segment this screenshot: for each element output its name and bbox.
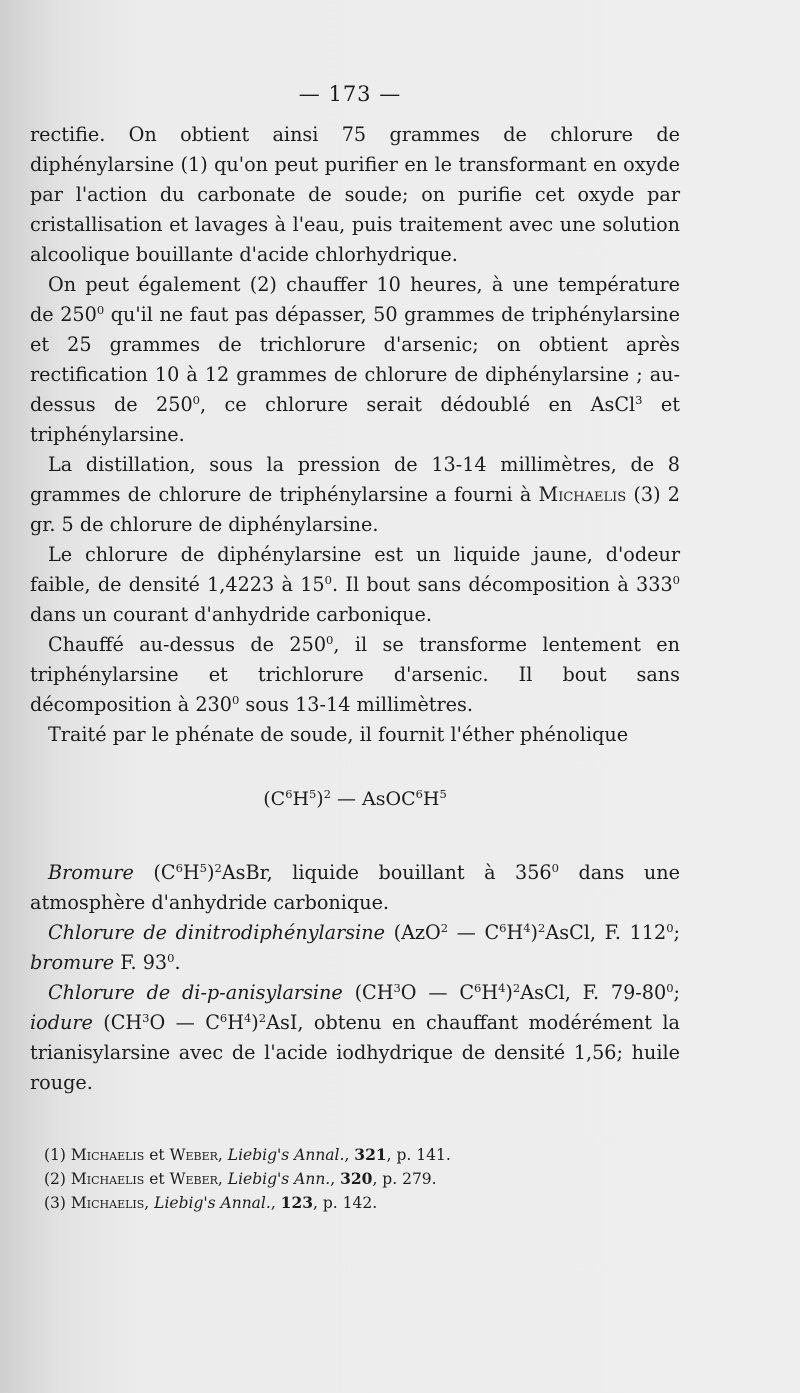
- footnote-1: (1) Michaelis et Weber, Liebig's Annal., 321, p. 141.: [44, 1145, 451, 1164]
- footnote-3: (3) Michaelis, Liebig's Annal., 123, p. 142.: [44, 1193, 378, 1212]
- paragraph-dinitro: Chlorure de dinitrodiphénylarsine (AzO$^2$ — $C^6H^4)^2AsCl$, F. $112^0$; bromure F. $93^0$.: [30, 921, 680, 974]
- paragraph-6: Traité par le phénate de soude, il fournit l'éther phénolique: [48, 723, 629, 746]
- paragraph-5: Chauffé au-dessus de $250^0$, il se transforme lentement en triphénylarsine et trichlorure d'arsenic. Il bout sans décomposition à $230^0$ sous 13-14 millimètres.: [30, 633, 680, 716]
- paragraph-bromure: Bromure $(C^6H^5)^2AsBr$, liquide bouillant à $356^0$ dans une atmosphère d'anhydride carbonique.: [30, 861, 680, 914]
- paragraph-1: rectifie. On obtient ainsi 75 grammes de chlorure de diphénylarsine (1) qu'on peut purifier en le transformant en oxyde par l'action du carbonate de soude; on purifie cet oxyde par cristallisation et lavages à l'eau, puis traitement avec une solution alcoolique bouillante d'acide chlorhydrique.: [30, 123, 680, 266]
- paragraph-anisyl: Chlorure de di-p-anisylarsine ($CH^3O$ — $C^6H^4)^2AsCl$, F. $79-80^0$; iodure ($CH^3O$ — $C^6H^4)^2AsI$, obtenu en chauffant modérément la trianisylarsine avec de l'acide iodhydrique de densité 1,56; huile rouge.: [30, 981, 680, 1094]
- paragraph-2: On peut également (2) chauffer 10 heures, à une température de $250^0$ qu'il ne faut pas dépasser, 50 grammes de triphénylarsine et 25 grammes de trichlorure d'arsenic; on obtient après rectification 10 à 12 grammes de chlorure de diphénylarsine ; au-dessus de $250^0$, ce chlorure serait dédoublé en AsCl$^3$ et triphénylarsine.: [30, 273, 680, 446]
- paragraph-4: Le chlorure de diphénylarsine est un liquide jaune, d'odeur faible, de densité 1,4223 à $15^0$. Il bout sans décomposition à $333^0$ dans un courant d'anhydride carbonique.: [30, 543, 680, 626]
- paragraph-3: La distillation, sous la pression de 13-14 millimètres, de 8 grammes de chlorure de triphénylarsine a fourni à Michaelis (3) 2 gr. 5 de chlorure de diphénylarsine.: [30, 453, 680, 536]
- chemical-formula: $(C^6H^5)^2$ — $AsOC^6H^5$: [263, 787, 447, 810]
- footnote-2: (2) Michaelis et Weber, Liebig's Ann., 320, p. 279.: [44, 1169, 437, 1188]
- page-number: — 173 —: [298, 82, 402, 106]
- footnotes: [44, 1143, 664, 1215]
- main-text: [30, 120, 680, 1098]
